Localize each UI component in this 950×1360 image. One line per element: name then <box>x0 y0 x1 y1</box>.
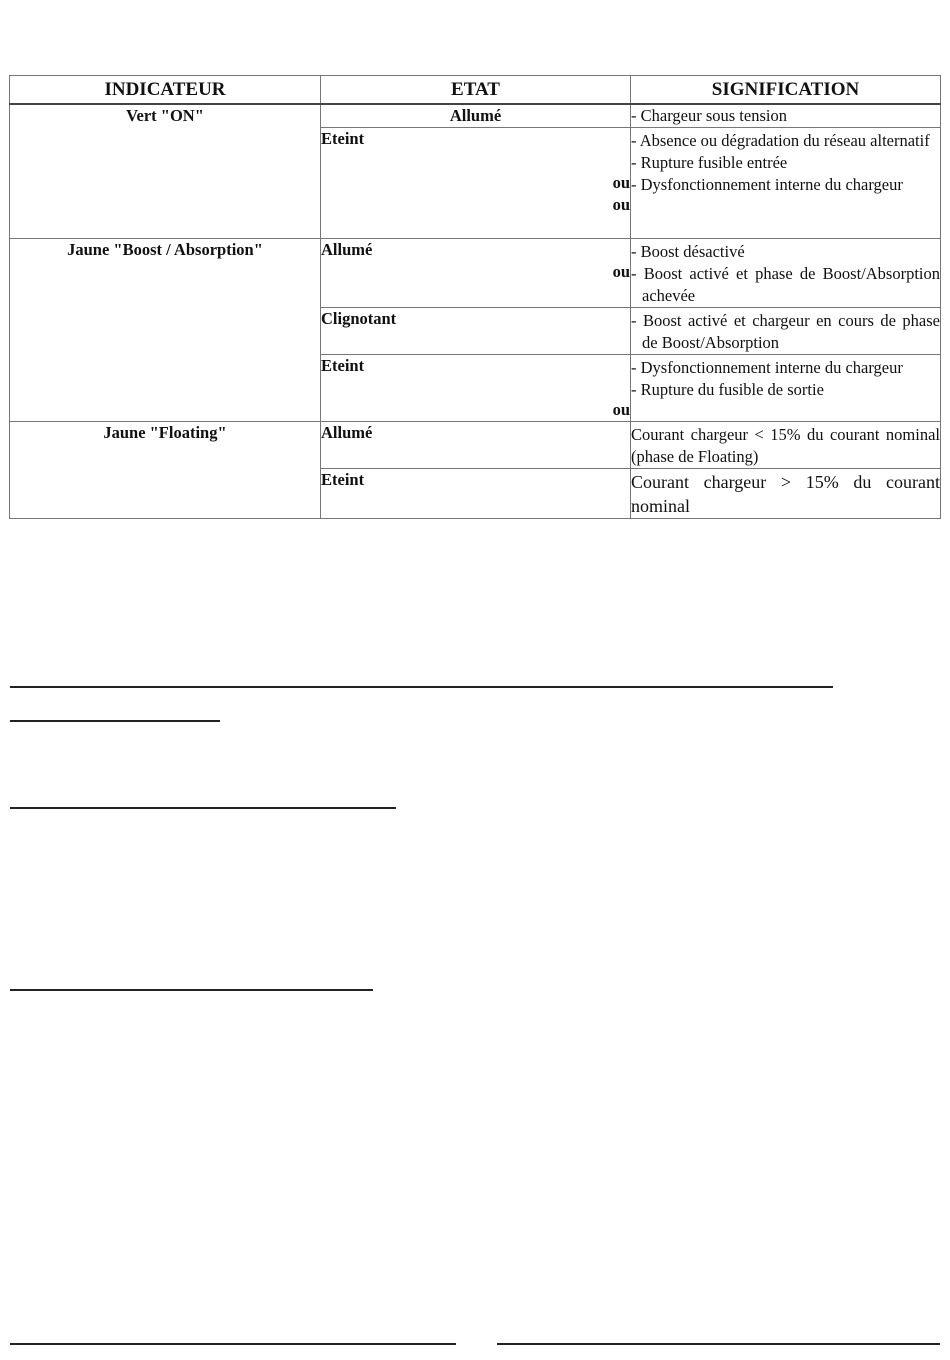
state-cell <box>321 422 631 469</box>
state-name: Allumé <box>321 240 373 259</box>
header-etat: ETAT <box>321 76 631 105</box>
indicator-jaune-floating: Jaune "Floating" <box>10 422 321 519</box>
table-row <box>10 422 941 469</box>
state-name: Allumé <box>321 423 373 442</box>
table-header-row <box>10 76 941 105</box>
indicator-vert-on: Vert "ON" <box>10 104 321 239</box>
signification-item: - Absence ou dégradation du réseau alternatif <box>631 131 930 150</box>
signification-item: - Boost activé et chargeur en cours de phase de Boost/Absorption <box>631 311 940 352</box>
signification-item: Courant chargeur > 15% du courant nominal <box>631 472 940 516</box>
signification-cell <box>631 239 941 308</box>
horizontal-rule <box>10 989 373 991</box>
state-name: Eteint <box>321 356 365 375</box>
signification-cell <box>631 104 941 128</box>
signification-item: - Boost activé et phase de Boost/Absorption achevée <box>631 264 940 305</box>
indicator-table <box>9 75 941 519</box>
state-cell <box>321 239 631 308</box>
state-name: Allumé <box>321 104 631 128</box>
signification-cell <box>631 355 941 422</box>
connector-ou: ou <box>612 400 630 419</box>
state-name: Eteint <box>321 129 365 148</box>
state-name: Clignotant <box>321 309 397 328</box>
signification-item: - Rupture du fusible de sortie <box>631 380 824 399</box>
connector-ou: ou <box>612 173 630 192</box>
horizontal-rule <box>10 720 220 722</box>
state-cell <box>321 469 631 519</box>
horizontal-rule <box>10 686 833 688</box>
signification-item: - Dysfonctionnement interne du chargeur <box>631 175 903 194</box>
signification-cell <box>631 469 941 519</box>
table-row <box>10 239 941 308</box>
signification-cell <box>631 308 941 355</box>
connector-ou: ou <box>612 195 630 214</box>
table-row <box>10 104 941 128</box>
signification-item: - Rupture fusible entrée <box>631 153 788 172</box>
header-indicateur: INDICATEUR <box>10 76 321 105</box>
horizontal-rule <box>497 1343 940 1345</box>
signification-item: - Chargeur sous tension <box>631 106 787 125</box>
state-cell <box>321 128 631 239</box>
signification-cell <box>631 422 941 469</box>
state-cell <box>321 308 631 355</box>
indicator-jaune-boost: Jaune "Boost / Absorption" <box>10 239 321 422</box>
header-signification: SIGNIFICATION <box>631 76 941 105</box>
connector-ou: ou <box>612 262 630 281</box>
horizontal-rule <box>10 1343 456 1345</box>
horizontal-rule <box>10 807 396 809</box>
signification-cell <box>631 128 941 239</box>
signification-item: Courant chargeur < 15% du courant nominal (phase de Floating) <box>631 425 940 466</box>
state-cell <box>321 355 631 422</box>
state-name: Eteint <box>321 470 365 489</box>
signification-item: - Boost désactivé <box>631 242 745 261</box>
signification-item: - Dysfonctionnement interne du chargeur <box>631 358 903 377</box>
